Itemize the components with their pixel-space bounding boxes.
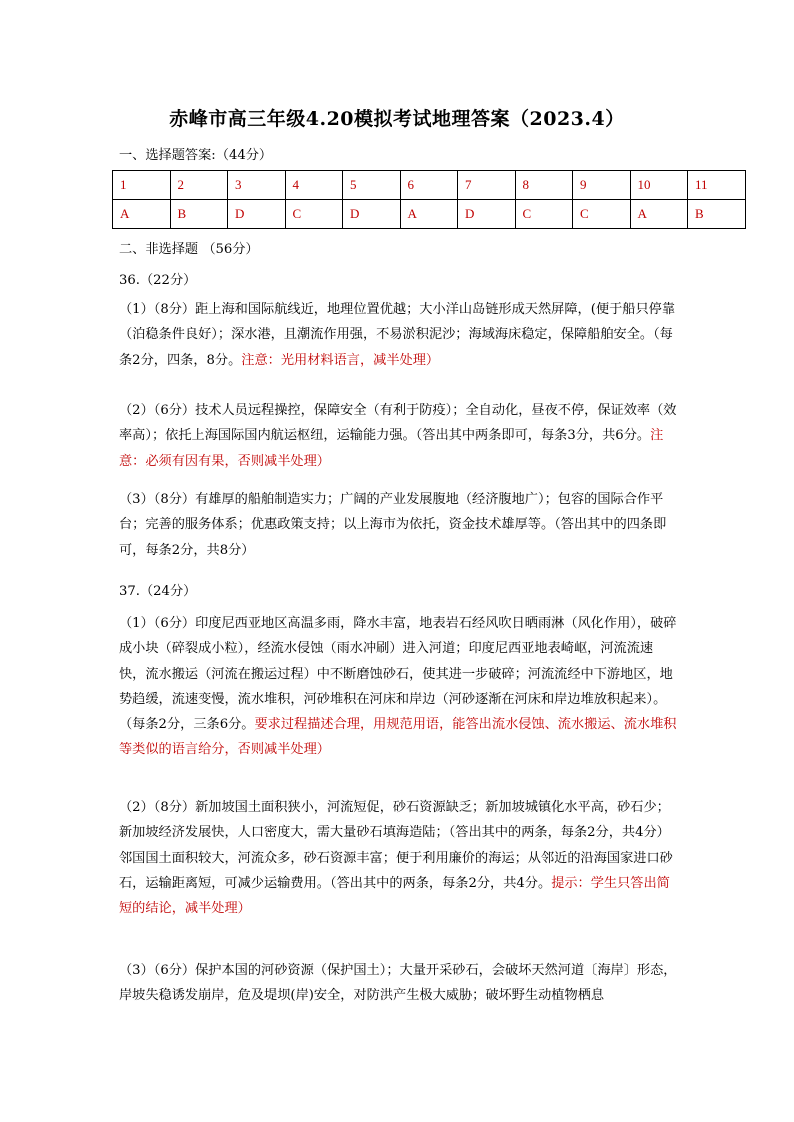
answer-cell: D: [228, 200, 286, 229]
answer-cell: C: [285, 200, 343, 229]
question-number-cell: 4: [285, 171, 343, 200]
question-number-cell: 7: [458, 171, 516, 200]
answer-table-answer-row: [113, 200, 746, 229]
question-number-cell: 2: [170, 171, 228, 200]
q36-part1: [119, 297, 677, 373]
q37-part1-note: 要求过程描述合理，用规范用语，能答出流水侵蚀、流水搬运、流水堆积等类似的语言给分，否则减半处理）: [119, 717, 677, 758]
question-number-cell: 6: [400, 171, 458, 200]
answer-cell: C: [573, 200, 631, 229]
q36-part1-text: （1）（8分）距上海和国际航线近，地理位置优越；大小洋山岛链形成天然屏障，(便于船只停靠（泊稳条件良好）；深水港，且潮流作用强，不易淤积泥沙；海域海床稳定，保障船舶安全。（每条2分，四条，8分。: [119, 302, 676, 368]
answer-table-number-row: [113, 171, 746, 200]
answer-cell: D: [343, 200, 401, 229]
answer-cell: A: [113, 200, 171, 229]
q37-part2-text: （2）（8分）新加坡国土面积狭小，河流短促，砂石资源缺乏；新加坡城镇化水平高，砂石少；新加坡经济发展快，人口密度大，需大量砂石填海造陆；（答出其中的两条，每条2分，共4分）邻国国土面积较大，河流众多，砂石资源丰富；便于利用廉价的海运；从邻近的沿海国家进口砂石，运输距离短，可减少运输费用。（答出其中的两条，每条2分，共4分。: [119, 800, 673, 891]
q36-part2-note: 注意：必须有因有果，否则减半处理）: [119, 428, 664, 469]
q36-part1-note: 注意：光用材料语言，减半处理）: [241, 352, 440, 368]
q37-part1-text: （1）（6分）印度尼西亚地区高温多雨，降水丰富，地表岩石经风吹日晒雨淋（风化作用），破碎成小块（碎裂成小粒），经流水侵蚀（雨水冲刷）进入河道；印度尼西亚地表崎岖，河流流速快，流水搬运（河流在搬运过程）中不断磨蚀砂石，使其进一步破碎；河流流经中下游地区，地势趋缓，流速变慢，流水堆积，河砂堆积在河床和岸边（河砂逐渐在河床和岸边堆放积起来）。（每条2分，三条6分。: [119, 616, 677, 733]
q36-part2: [119, 398, 677, 474]
question-number-cell: 8: [515, 171, 573, 200]
answer-cell: A: [630, 200, 688, 229]
question-number-cell: 9: [573, 171, 631, 200]
q37-part2: [119, 795, 677, 921]
answer-cell: B: [170, 200, 228, 229]
answer-cell: B: [688, 200, 746, 229]
answer-cell: D: [458, 200, 516, 229]
q37-part3: （3）（6分）保护本国的河砂资源（保护国土）；大量开采砂石，会破坏天然河道〔海岸〕形态，岸坡失稳诱发崩岸，危及堤坝(岸)安全，对防洪产生极大威胁；破坏野生动植物栖息: [119, 963, 677, 1004]
question-number-cell: 1: [113, 171, 171, 200]
question-number-cell: 3: [228, 171, 286, 200]
q37-heading: 37.（24分）: [119, 584, 197, 599]
q37-part2-note: 提示：学生只答出简短的结论，减半处理）: [119, 875, 670, 917]
question-number-cell: 10: [630, 171, 688, 200]
q37-part1: [119, 611, 677, 763]
q36-heading: 36.（22分）: [119, 273, 197, 288]
section-2-heading: 二、非选择题 （56分）: [119, 242, 259, 257]
question-number-cell: 11: [688, 171, 746, 200]
section-1-heading: 一、选择题答案:（44分）: [119, 148, 273, 163]
question-number-cell: 5: [343, 171, 401, 200]
answer-cell: A: [400, 200, 458, 229]
answer-table: [112, 170, 746, 229]
page-title: 赤峰市高三年级4.20模拟考试地理答案（2023.4）: [169, 108, 625, 130]
q36-part2-text: （2）（6分）技术人员远程操控，保障安全（有利于防疫）；全自动化，昼夜不停，保证效率（效率高）；依托上海国际国内航运枢纽，运输能力强。（答出其中两条即可，每条3分，共6分。: [119, 403, 677, 444]
q36-part3: （3）（8分）有雄厚的船舶制造实力；广阔的产业发展腹地（经济腹地广）；包容的国际合作平台；完善的服务体系；优惠政策支持；以上海市为依托，资金技术雄厚等。（答出其中的四条即可，每条2分，共8分）: [119, 492, 667, 558]
answer-cell: C: [515, 200, 573, 229]
